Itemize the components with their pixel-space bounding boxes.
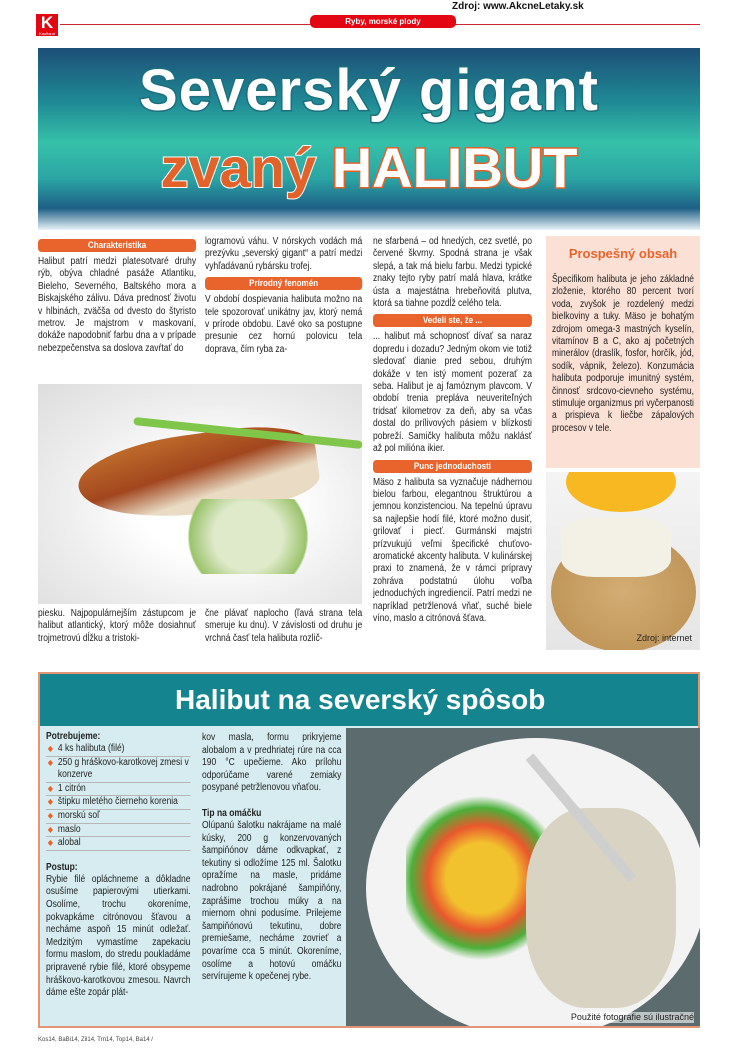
paragraph: logramovú váhu. V nórskych vodách má prezývku „severský gigant“ a patrí medzi vyhľadávanú rybársku trofej. [205, 236, 363, 272]
heading-charakteristika: Charakteristika [38, 239, 196, 252]
ingredient: ◆ morskú soľ [46, 810, 191, 824]
title-banner [38, 48, 700, 230]
kaufland-logo: K Kaufland [36, 14, 58, 36]
halibut-dish-photo [38, 384, 362, 604]
photo-credit: Zdroj: internet [636, 633, 692, 643]
heading-punc-jednoduchosti: Punc jednoduchosti [373, 460, 532, 473]
article-column-1-bottom [38, 608, 196, 649]
section-label: Ryby, morské plody [310, 15, 456, 28]
article-column-2-bottom [205, 608, 362, 649]
paragraph: piesku. Najpopulárnejším zástupcom je halibut atlantický, ktorý môže dosiahnuť trojmetrovú dĺžku a tristoki- [38, 608, 197, 644]
recipe-title: Halibut na severský spôsob [40, 674, 698, 726]
article-column-3 [373, 236, 532, 629]
article-column-2 [205, 236, 362, 360]
heading-vedeli-ste: Vedeli ste, že ... [373, 314, 532, 327]
halibut-rice-photo [546, 472, 700, 650]
recipe-column-1 [46, 730, 191, 1000]
paragraph: ... halibut má schopnosť dívať sa naraz dopredu i dozadu? Jedným okom vie totiž sledovať dianie pred sebou, druhým dokáže v ten istý moment pozerať za seba. Halibut je aj famóznym plavcom. V období trenia prepláva neuveriteľných tridsať kilometrov za deň, aby sa včas dostal do prílivových pásiem v blízkosti pobreží. Samičky halibuta môžu naklásť až pol milióna ikier. [373, 331, 532, 455]
footer-codes: Kos14, BaBi14, Zil14, Trn14, Top14, Ba14 / [38, 1037, 153, 1043]
steps-text-cont: kov masla, formu prikryjeme alobalom a v predhriatej rúre na cca 190 °C upečieme. Ako prílohu odporúčame varené zemiaky posypané petržlenovou vňaťou. [202, 732, 342, 794]
recipe-column-2 [202, 732, 341, 984]
steps-title: Postup: [46, 861, 78, 873]
tip-text: Olúpanú šalotku nakrájame na malé kúsky, 200 g konzervovaných šampiňónov dáme odkvapkať, z tekutiny si odložíme 125 ml. Šalotku opražíme na masle, pridáme nadrobno pokrájané šampiňóny, zaprášime trochou múky a na miernom ohni podusíme. Prilejeme šampiňónovú tekutinu, dobre premiešame, necháme zovrieť a povaríme cca 5 minút. Okoreníme, osolíme a hotovú omáčku servírujeme k opečenej rybe. [202, 819, 342, 983]
benefits-box [546, 236, 700, 468]
article-column-1 [38, 236, 196, 359]
tip-title: Tip na omáčku [202, 807, 262, 819]
steps-text: Rybie filé opláchneme a dôkladne osušíme papierovými utierkami. Osolíme, trochu okoreníme, pokvapkáme citrónovou šťavou a necháme aspoň 15 minút odležať. Medzitým vymastíme zapekaciu formu maslom, do stredu poukladáme pripravené rybie filé, ktoré obsypeme hráškovo-karotkovou zmesou. Navrch dáme ešte zopár plát- [46, 873, 191, 999]
title-line-2: zvaný HALIBUT [160, 136, 578, 199]
paragraph: ne sfarbená – od hnedých, cez svetlé, po červené škvrny. Spodná strana je však slepá, a tak má bielu farbu. Medzi typické znaky tejto ryby patrí malá hlava, krátke ústa a majestátna hrebeňovitá plutva, ktorá sa tiahne pozdĺž celého tela. [373, 236, 532, 310]
ingredient: ◆ alobal [46, 837, 191, 851]
photo-note: Použité fotografie sú ilustračné [570, 1012, 694, 1022]
recipe-section [38, 672, 700, 1028]
benefits-text: Špecifikom halibuta je jeho základné zloženie, ktorého 80 percent tvorí voda, zvyšok je rozdelený medzi bielkoviny a tuky. Mäso je bohatým zdrojom omega-3 mastných kyselín, vitamínov B a C, ako aj početných minerálov (draslík, fosfor, horčík, jód, sodík, vápnik, železo). Konzumácia halibuta podporuje imunitný systém, činnosť srdcovo-cievneho systému, stimuluje organizmus pri vyčerpanosti a prispieva k liečbe zápalových procesov v tele. [552, 274, 694, 434]
source-label: Zdroj: www.AkcneLetaky.sk [452, 1, 584, 12]
benefits-title: Prospešný obsah [568, 246, 678, 261]
title-line-1: Severský gigant [139, 58, 599, 123]
ingredient: ◆ 4 ks halibuta (filé) [46, 743, 191, 757]
heading-prirodny-fenomen: Prírodný fenomén [205, 277, 362, 290]
ingredients-list [46, 743, 191, 851]
ingredient: ◆ štipku mletého čierneho korenia [46, 796, 191, 810]
paragraph: Halibut patrí medzi platesotvaré druhy rýb, obýva chladné pasáže Atlantiku, Bieleho, Severného, Baltského mora a Biskajského zálivu. Dáva prednosť životu v hlbinách, zväčša od dvesto do štyristo metrov. Je majstrom v maskovaní, dokáže napodobniť farbu dna a v prípade nebezpečenstva sa doslova zavŕtať do [38, 256, 197, 354]
ingredient: ◆ maslo [46, 824, 191, 838]
paragraph: Mäso z halibuta sa vyznačuje nádhernou bielou farbou, elegantnou štruktúrou a jemnou konzistenciou. Na tepelnú úpravu sa najlepšie hodí filé, ktoré možno dusiť, grilovať i piecť. Gurmánski majstri prízvukujú veľmi špecifické chuťovo-aromatické akcenty halibuta. V kulinárskej praxi to znamená, že v rámci prípravy zohráva podstatnú úlohu voľba jednoduchých ingrediencií. Patrí medzi ne napríklad petržlenová vňať, suché biele víno, maslo a citrónová šťava. [373, 476, 532, 624]
ingredient: ◆ 250 g hráškovo-karotkovej zmesi v konzerve [46, 757, 191, 783]
ingredient: ◆ 1 citrón [46, 783, 191, 797]
ingredients-title: Potrebujeme: [46, 731, 101, 742]
recipe-photo [346, 728, 700, 1026]
paragraph: čne plávať naplocho (ľavá strana tela smeruje ku dnu). V závislosti od druhu je vrchná časť tela halibuta rozlič- [205, 608, 363, 644]
paragraph: V období dospievania halibuta možno na tele spozorovať unikátny jav, ktorý nemá v prírode obdobu. Ľavé oko sa postupne presunie cez hornú polovicu tela doprava, čím ryba za- [205, 294, 363, 355]
